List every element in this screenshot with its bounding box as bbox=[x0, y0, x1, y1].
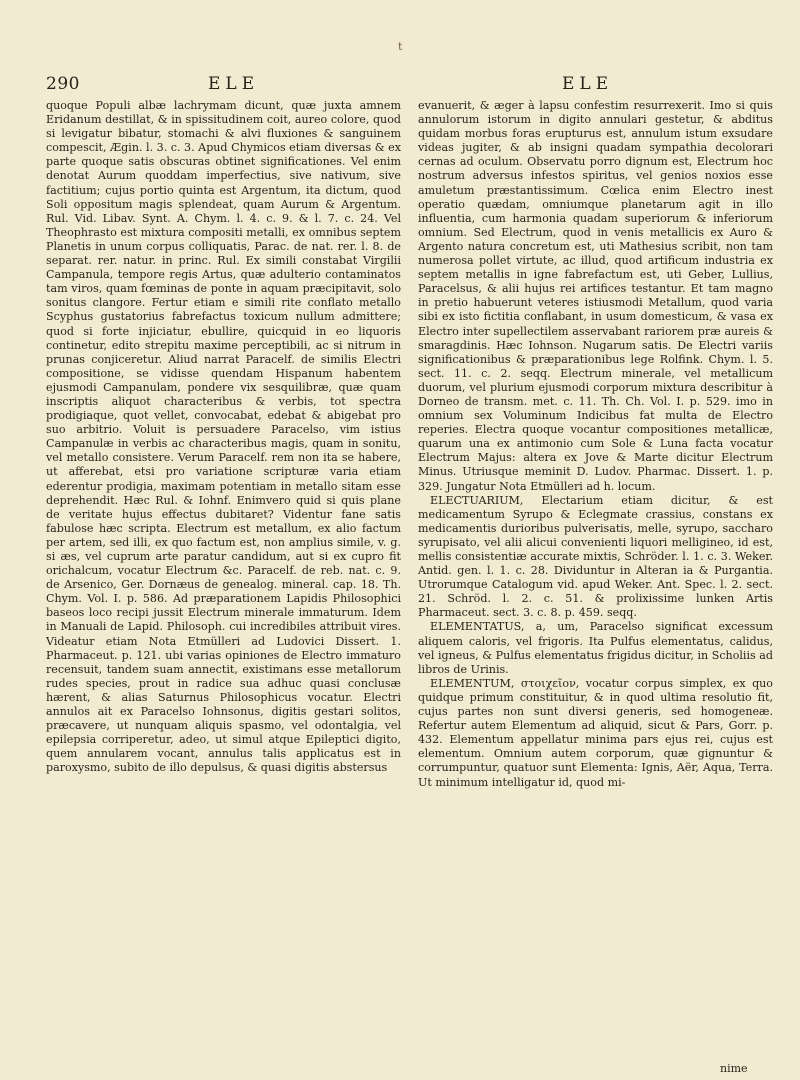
entry-elementatus: ELEMENTATUS, a, um, Paracelso significat excessum aliquem caloris, vel frigoris. Ita Pulfus elementatus, calidus, vel igneus, & Pulfus elementatus frigidus dicitur, in Scholiis ad libros de Urinis. bbox=[418, 620, 773, 676]
running-head-right: ELE bbox=[562, 74, 614, 94]
page-number: 290 bbox=[46, 74, 80, 94]
catchword: nime bbox=[720, 1062, 748, 1075]
page-header bbox=[0, 74, 800, 98]
paragraph: evanuerit, & æger à lapsu confestim resurrexerit. Imo si quis annulorum istorum in digito annulari gestetur, & abditus quidam morbus foras erupturus est, annulum istum exsudare videas jugiter, & ab insigni quadam sympathia decolorari cernas ad oculum. Observatu porro dignum est, Electrum hoc nostrum adversus infestos spiritus, vel genios noxios esse amuletum præstantissimum. Cœlica enim Electro inest operatio quædam, omniumque planetarum agit in illo influentia, cum harmonia quadam superiorum & inferiorum omnium. Sed Electrum, quod in venis metallicis ex Auro & Argento natura concretum est, uti Mathesius scribit, non tam numerosa pollet virtute, ac illud, quod artificum industria ex septem metallis in igne fabrefactum est, uti Geber, Lullius, Paracelsus, & alii hujus rei artifices testantur. Et tam magno in pretio habuerunt veteres istiusmodi Metallum, quod varia sibi ex isto fictitia conflabant, in usum domesticum, & vasa ex Electro inter supellectilem asservabant rariorem præ aureis & smaragdinis. Hæc Iohnson. Nugarum satis. De Electri variis significationibus & præparationibus lege Rolfink. Chym. l. 5. sect. 11. c. 2. seqq. Electrum minerale, vel metallicum duorum, vel plurium ejusmodi corporum mixtura describitur à Dorneo de transm. met. c. 11. Th. Ch. Vol. I. p. 529. imo in omnium sex Voluminum Indicibus fat multa de Electro reperies. Electra quoque vocantur compositiones metallicæ, quarum una ex antimonio cum Sole & Luna facta vocatur Electrum Majus: altera ex Jove & Marte dicitur Electrum Minus. Utriusque meminit D. Ludov. Pharmac. Dissert. 1. p. 329. Jungatur Nota Etmülleri ad h. locum. bbox=[418, 99, 773, 493]
text-column-right bbox=[418, 99, 773, 1067]
entry-elementum: ELEMENTUM, στοιχεῖον, vocatur corpus simplex, ex quo quidque primum constituitur, & in quod ultima resolutio fit, cujus partes non sunt diversi generis, sed homogeneæ. Refertur autem Elementum ad aliquid, sicut & Pars, Gorr. p. 432. Elementum appellatur minima pars ejus rei, cujus est elementum. Omnium autem corporum, quæ gignuntur & corrumpuntur, quatuor sunt Elementa: Ignis, Aër, Aqua, Terra. Ut minimum intelligatur id, quod mi- bbox=[418, 676, 773, 789]
paragraph: quoque Populi albæ lachrymam dicunt, quæ juxta amnem Eridanum destillat, & in spissitudinem coit, aureo colore, quod si levigatur bibatur, stomachi & alvi fluxiones & sanguinem compescit, Ægin. l. 3. c. 3. Apud Chymicos etiam diversas & ex parte quoque satis obscuras obtinet significationes. Vel enim denotat Aurum quoddam imperfectius, sive nativum, sive factitium; cujus portio quinta est Argentum, ita dictum, quod Soli oppositum magis splendeat, quam Aurum & Argentum. Rul. Vid. Libav. Synt. A. Chym. l. 4. c. 9. & l. 7. c. 24. Vel Theophrasto est mixtura compositi metalli, ex omnibus septem Planetis in unum corpus colliquatis, Parac. de nat. rer. l. 8. de separat. rer. natur. in princ. Rul. Ex simili constabat Virgilii Campanula, tempore regis Artus, quæ adulterio contaminatos tam viros, quam fœminas de ponte in aquam præcipitavit, solo sonitus clangore. Fertur etiam e simili rite conflato metallo Scyphus gustatorius fabrefactus toxicum nullum admittere; quod si forte injiciatur, ebullire, quicquid in eo liquoris continetur, edito strepitu maxime perceptibili, ac si nitrum in prunas conjiceretur. Aliud narrat Paracelf. de similis Electri compositione, se vidisse quendam Hispanum habentem ejusmodi Campanulam, pondere vix sesquilibræ, quæ quam inscriptis aliquot characteribus & verbis, tot spectra prodigiaque, quot vellet, convocabat, edebat & abigebat pro suo arbitrio. Voluit is persuadere Paracelso, vim istius Campanulæ in verbis ac characteribus magis, quam in sonitu, vel metallo consistere. Verum Paracelf. rem non ita se habere, ut afferebat, etsi pro variatione scripturæ varia etiam ederentur prodigia, maximam potentiam in metallo sitam esse deprehendit. Hæc Rul. & Iohnf. Enimvero quid si quis plane de veritate hujus effectus dubitaret? Videntur fane satis fabulose hæc scripta. Electrum est metallum, ex alio factum per artem, sed illi, ex quo factum est, non amplius simile, v. g. si æs, vel cuprum arte paratur candidum, aut si ex cupro fit orichalcum, vocatur Electrum &c. Paracelf. de reb. nat. c. 9. de Arsenico, Ger. Dornæus de genealog. mineral. cap. 18. Th. Chym. Vol. I. p. 586. Ad præparationem Lapidis Philosophici baseos loco recipi jussit Electrum minerale immaturum. Idem in Manuali de Lapid. Philosoph. cui incredibiles attribuit vires. Videatur etiam Nota Etmülleri ad Ludovici Dissert. 1. Pharmaceut. p. 121. ubi varias opiniones de Electro immaturo recensuit, tandem suam annectit, existimans esse metallorum rudes species, prout in radice sua adhuc quasi conclusæ hærent, & alias Saturnus Philosophicus vocatur. Electri annulos ait ex Paracelso Iohnsonus, digitis gestari solitos, præcavere, ut nunquam aliquis spasmo, vel odontalgia, vel epilepsia corriperetur, adeo, ut simul atque Epileptici digito, quem annularem vocant, annulus talis applicatus est in paroxysmo, subito de illo depulsus, & quasi digitis abstersus bbox=[46, 99, 401, 775]
running-head-left: ELE bbox=[208, 74, 260, 94]
print-speck: t bbox=[398, 40, 403, 53]
text-column-left bbox=[46, 99, 401, 1067]
entry-electuarium: ELECTUARIUM, Electarium etiam dicitur, & est medicamentum Syrupo & Eclegmate crassius, constans ex medicamentis durioribus pulverisatis, melle, syrupo, saccharo syrupisato, vel alii alicui convenienti liquori melligineo, id est, mellis consistentiæ accurate mixtis, Schröder. l. 1. c. 3. Weker. Antid. gen. l. 1. c. 28. Dividuntur in Alteran ia & Purgantia. Utrorumque Catalogum vid. apud Weker. Ant. Spec. l. 2. sect. 21. Schröd. l. 2. c. 51. & prolixissime lunken Artis Pharmaceut. sect. 3. c. 8. p. 459. seqq. bbox=[418, 493, 773, 620]
